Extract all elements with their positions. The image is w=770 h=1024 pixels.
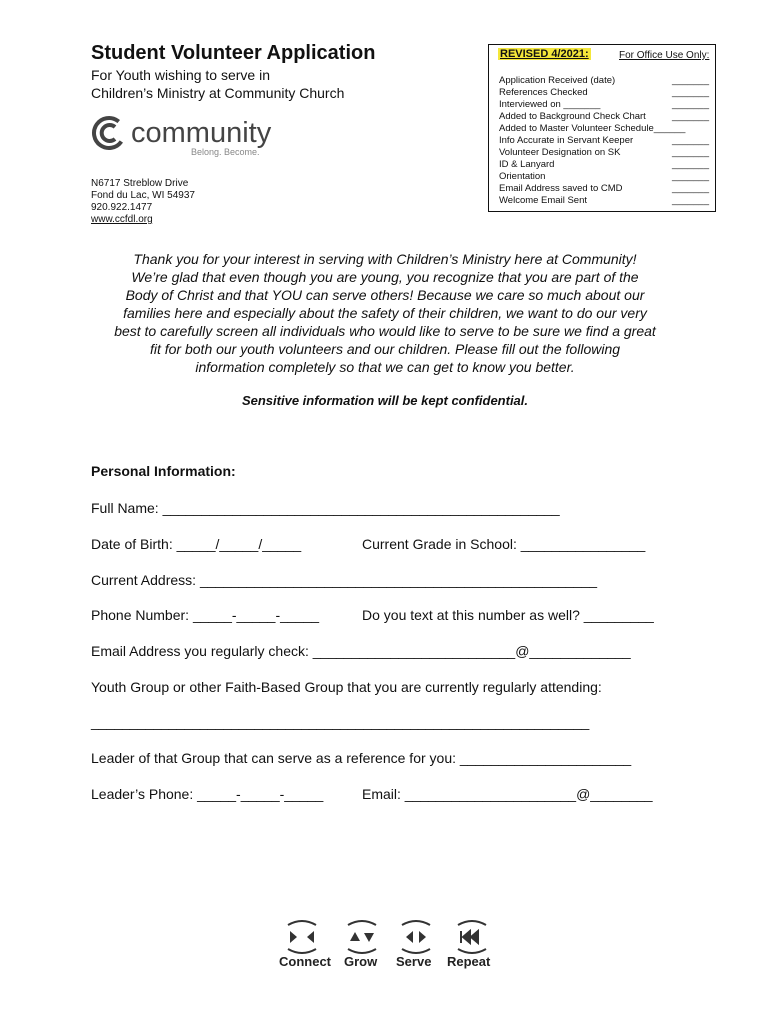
office-item: Info Accurate in Servant Keeper _______ bbox=[499, 135, 709, 146]
confidential-note: Sensitive information will be kept confidential. bbox=[241, 393, 529, 408]
office-item: Orientation _______ bbox=[499, 171, 709, 182]
intro-line: Thank you for your interest in serving with Children’s Ministry here at Community! bbox=[133, 251, 637, 267]
office-item: Application Received (date) _______ bbox=[499, 75, 709, 86]
office-item: Interviewed on _______ _______ bbox=[499, 99, 709, 110]
repeat-arrows-icon bbox=[458, 921, 486, 953]
personal-info-heading: Personal Information: bbox=[91, 463, 236, 479]
office-item: Volunteer Designation on SK _______ bbox=[499, 147, 709, 158]
phone-number: 920.922.1477 bbox=[91, 202, 153, 213]
community-logo bbox=[91, 113, 291, 161]
logo-text: community bbox=[131, 117, 272, 149]
office-item: References Checked _______ bbox=[499, 87, 709, 98]
email-field[interactable]: Email Address you regularly check: __________________________@_____________ bbox=[91, 643, 631, 659]
office-use-label: For Office Use Only: bbox=[619, 50, 710, 61]
repeat-label: Repeat bbox=[447, 954, 491, 969]
subtitle bbox=[91, 66, 344, 102]
intro-line: families here and especially about the safety of their children, we want to do our very bbox=[123, 305, 647, 321]
leader-phone-field[interactable]: Leader’s Phone: _____-_____-_____ bbox=[91, 786, 324, 802]
subtitle-line-1: For Youth wishing to serve in bbox=[91, 67, 270, 83]
group-question: Youth Group or other Faith-Based Group that you are currently regularly attending: bbox=[91, 679, 602, 695]
full-name-field[interactable]: Full Name: ___________________________________________________ bbox=[91, 500, 560, 516]
intro-line: Body of Christ and that YOU can serve others! Because we care so much about our bbox=[125, 287, 645, 303]
church-address bbox=[91, 178, 195, 226]
address-field[interactable]: Current Address: ___________________________________________________ bbox=[91, 572, 598, 588]
address-line-1: N6717 Streblow Drive bbox=[91, 178, 189, 189]
connect-label: Connect bbox=[279, 954, 331, 969]
grow-arrows-icon bbox=[348, 921, 376, 953]
office-item: Added to Background Check Chart _______ bbox=[499, 111, 709, 122]
text-ok-field[interactable]: Do you text at this number as well? _________ bbox=[362, 607, 654, 623]
grade-field[interactable]: Current Grade in School: ________________ bbox=[362, 536, 646, 552]
office-item: Welcome Email Sent _______ bbox=[499, 195, 709, 206]
grow-label: Grow bbox=[344, 954, 378, 969]
revised-badge: REVISED 4/2021: bbox=[500, 48, 589, 60]
serve-label: Serve bbox=[396, 954, 432, 969]
subtitle-line-2: Children’s Ministry at Community Church bbox=[91, 85, 345, 101]
intro-paragraph bbox=[84, 250, 686, 376]
intro-line: best to carefully screen all individuals who would like to serve to be sure we find a great bbox=[114, 323, 656, 339]
office-item: Email Address saved to CMD _______ bbox=[499, 183, 709, 194]
connect-arrows-icon bbox=[288, 921, 316, 953]
leader-field[interactable]: Leader of that Group that can serve as a reference for you: ______________________ bbox=[91, 750, 632, 766]
intro-line: information completely so that we can get to know you better. bbox=[195, 359, 575, 375]
intro-line: fit for both our youth volunteers and our children. Please fill out the following bbox=[149, 341, 621, 357]
logo-icon bbox=[91, 113, 130, 154]
address-line-2: Fond du Lac, WI 54937 bbox=[91, 190, 195, 201]
leader-email-field[interactable]: Email: ______________________@________ bbox=[362, 786, 653, 802]
date-of-birth-field[interactable]: Date of Birth: _____/_____/_____ bbox=[91, 536, 302, 552]
page-title: Student Volunteer Application bbox=[91, 42, 376, 64]
office-item: ID & Lanyard _______ bbox=[499, 159, 709, 170]
phone-field[interactable]: Phone Number: _____-_____-_____ bbox=[91, 607, 320, 623]
website-link[interactable]: www.ccfdl.org bbox=[91, 214, 153, 225]
office-item: Added to Master Volunteer Schedule______ bbox=[499, 123, 686, 134]
group-answer-line[interactable]: ________________________________________________________________ bbox=[91, 714, 590, 730]
serve-arrows-icon bbox=[402, 921, 430, 953]
logo-tagline: Belong. Become. bbox=[191, 147, 260, 157]
intro-line: We’re glad that even though you are young, you recognize that you are part of the bbox=[131, 269, 639, 285]
